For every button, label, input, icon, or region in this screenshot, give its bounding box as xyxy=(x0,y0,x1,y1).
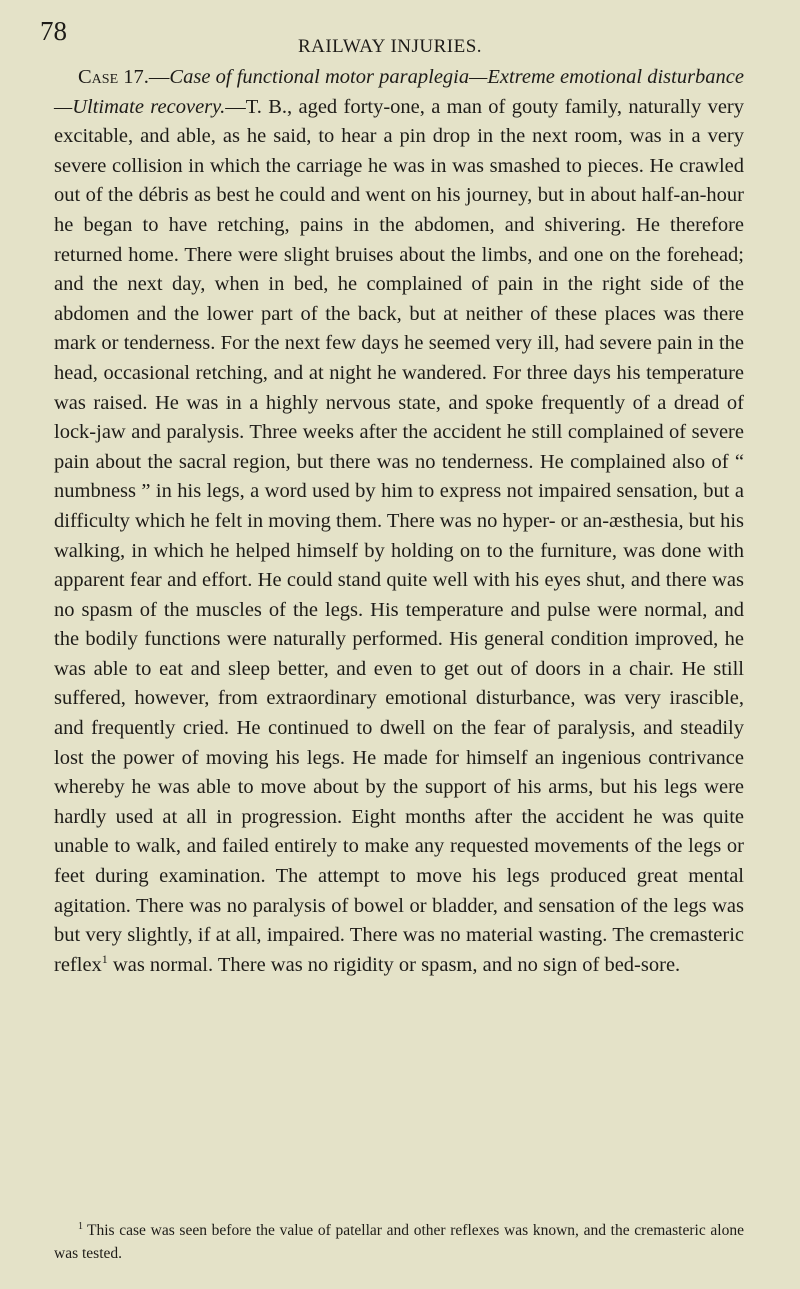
case-title: Case of functional motor paraplegia—Extreme emotional disturbance—Ultimate recovery. xyxy=(54,66,744,118)
footnote-text: This case was seen before the value of patellar and other reflexes was known, and the cremasteric alone was tested. xyxy=(54,1222,744,1262)
page-header xyxy=(40,18,740,58)
page-number: 78 xyxy=(40,16,67,46)
case-text-part2: was normal. There was no rigidity or spasm, and no sign of bed-sore. xyxy=(107,953,681,976)
case-text-part1: —T. B., aged forty-one, a man of gouty family, naturally very excitable, and able, as he said, to hear a pin drop in the next room, was in a very severe collision in which the carriage he was in was smashed to pieces. He crawled out of the débris as best he could and went on his journey, but in about half-an-hour he began to have retching, pains in the abdomen, and shivering. He therefore returned home. There were slight bruises about the limbs, and one on the forehead; and the next day, when in bed, he complained of pain in the right side of the abdomen and the lower part of the back, but at neither of these places was there mark or tenderness. For the next few days he seemed very ill, had severe pain in the head, occasional retching, and at night he wandered. For three days his temperature was raised. He was in a highly nervous state, and spoke frequently of a dread of lock-jaw and paralysis. Three weeks after the accident he still complained of severe pain about the sacral region, but there was no tenderness. He complained also of “ numbness ” in his legs, a word used by him to express not impaired sensation, but a difficulty which he felt in moving them. There was no hyper- or an-æsthesia, but his walking, in which he helped himself by holding on to the furniture, was done with apparent fear and effort. He could stand quite well with his eyes shut, and there was no spasm of the muscles of the legs. His temperature and pulse were normal, and the bodily functions were naturally performed. His general condition improved, he was able to eat and sleep better, and even to get out of doors in a chair. He still suffered, however, from extraordinary emotional disturbance, was very irascible, and frequently cried. He continued to dwell on the fear of paralysis, and steadily lost the power of moving his legs. He made for himself an ingenious contrivance whereby he was able to move about by the support of his arms, but his legs were hardly used at all in progression. Eight months after the accident he was quite unable to walk, and failed entirely to make any requested movements of the legs or feet during examination. The attempt to move his legs produced great mental agitation. There was no paralysis of bowel or bladder, and sensation of the legs was but very slightly, if at all, impaired. There was no material wasting. The cremasteric reflex xyxy=(54,95,745,976)
footnote-number: 1 xyxy=(78,1220,83,1232)
running-head: RAILWAY INJURIES. xyxy=(297,36,483,57)
case-paragraph xyxy=(54,63,744,980)
footnote xyxy=(54,1219,744,1265)
footnote-reference: 1 xyxy=(101,951,108,966)
case-label: Case 17. xyxy=(78,66,149,88)
case-dash: — xyxy=(148,66,170,88)
